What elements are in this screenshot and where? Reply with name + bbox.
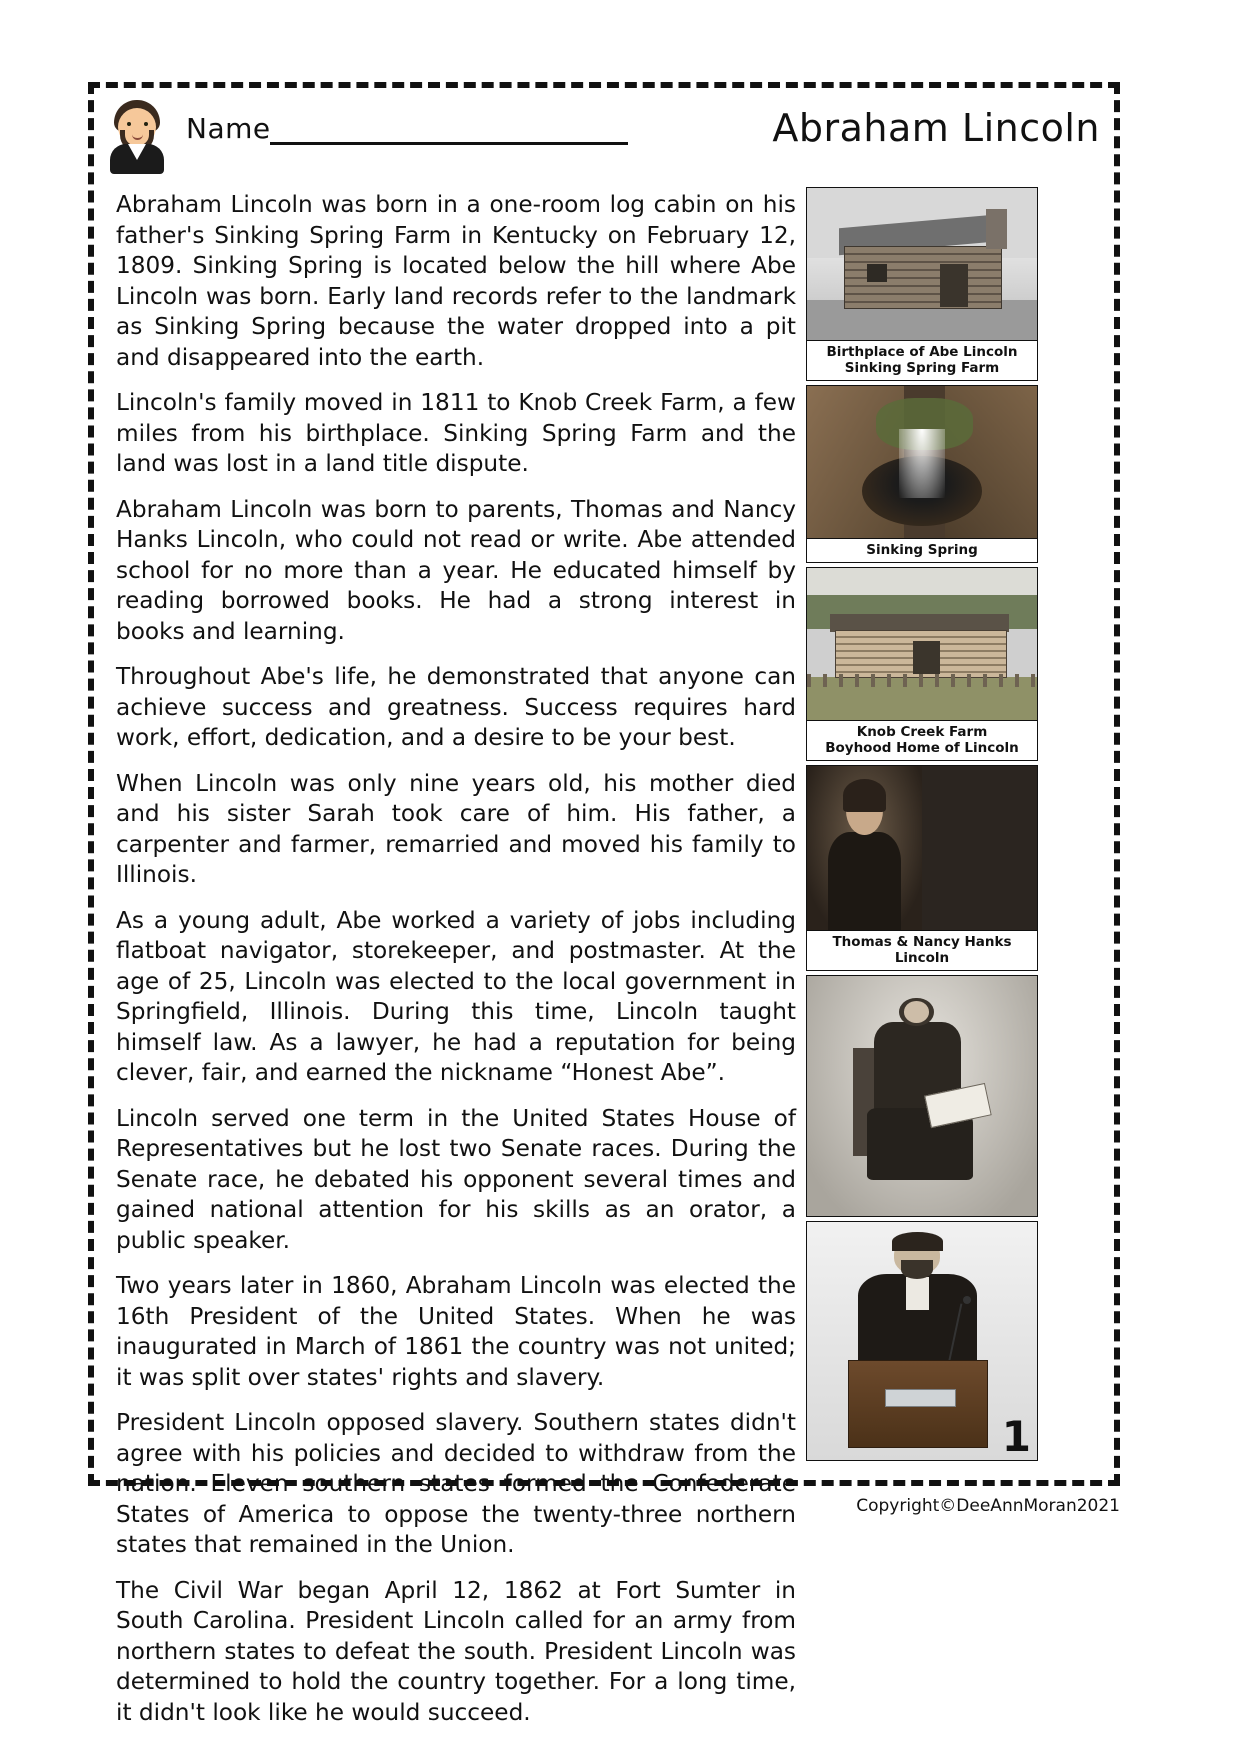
lincoln-avatar-icon <box>106 100 168 172</box>
figure-sinking-spring <box>806 385 1038 563</box>
figure-lincoln-podium <box>806 1221 1038 1461</box>
paragraph: Lincoln's family moved in 1811 to Knob Creek Farm, a few miles from his birthplace. Sinking Spring Farm and the land was lost in a land title dispute. <box>116 389 796 477</box>
figure-seated-lincoln <box>806 975 1038 1217</box>
paragraph: As a young adult, Abe worked a variety of jobs including flatboat navigator, storekeeper, and postmaster. At the age of 25, Lincoln was elected to the local government in Springfield, Illinois. During this time, Lincoln taught himself law. As a lawyer, he had a reputation for being clever, fair, and earned the nickname “Honest Abe”. <box>116 906 796 1086</box>
figure-parents <box>806 765 1038 971</box>
figure-caption: Birthplace of Abe Lincoln Sinking Spring Farm <box>807 340 1037 380</box>
figure-birthplace <box>806 187 1038 381</box>
paragraph: Abraham Lincoln was born in a one-room log cabin on his father's Sinking Spring Farm in Kentucky on February 12, 1809. Sinking Spring is located below the hill where Abe Lincoln was born. Early land records refer to the landmark as Sinking Spring because the water dropped into a pit and disappeared into the earth. <box>116 191 796 371</box>
knob-creek-cabin-photo <box>807 568 1037 720</box>
figure-knob-creek <box>806 567 1038 761</box>
page-number: 1 <box>1001 1412 1031 1460</box>
log-cabin-photo <box>807 188 1037 340</box>
parents-portrait-photo <box>807 766 1037 930</box>
page-title: Abraham Lincoln <box>772 106 1100 150</box>
paragraph: Lincoln served one term in the United States House of Representatives but he lost two Senate races. During the Senate race, he debated his opponent several times and gained national attention for his skills as an orator, a public speaker. <box>116 1104 796 1254</box>
figure-caption: Sinking Spring <box>807 538 1037 562</box>
paragraph: President Lincoln opposed slavery. Southern states didn't agree with his policies and decided to withdraw from the nation. Eleven southern states formed the Confederate States of America to oppose the twenty-three northern states that remained in the Union. <box>116 1409 796 1558</box>
copyright-notice: Copyright©DeeAnnMoran2021 <box>856 1496 1120 1516</box>
article-text-column <box>116 190 796 1728</box>
lincoln-at-podium-photo <box>807 1222 1037 1460</box>
paragraph: Throughout Abe's life, he demonstrated that anyone can achieve success and greatness. Success requires hard work, effort, dedication, and a desire to be your best. <box>116 663 796 751</box>
figure-column <box>806 187 1038 1465</box>
name-input-line[interactable] <box>270 142 628 145</box>
paragraph: Abraham Lincoln was born to parents, Thomas and Nancy Hanks Lincoln, who could not read or write. Abe attended school for no more than a year. He educated himself by reading borrowed books. He had a strong interest in books and learning. <box>116 495 796 645</box>
figure-caption: Thomas & Nancy Hanks Lincoln <box>807 930 1037 970</box>
figure-caption: Knob Creek Farm Boyhood Home of Lincoln <box>807 720 1037 760</box>
paragraph: Two years later in 1860, Abraham Lincoln was elected the 16th President of the United States. When he was inaugurated in March of 1861 the country was not united; it was split over states' rights and slavery. <box>116 1272 796 1391</box>
name-label: Name <box>186 112 271 145</box>
seated-lincoln-portrait-photo <box>807 976 1037 1216</box>
page-header <box>100 92 1110 184</box>
sinking-spring-photo <box>807 386 1037 538</box>
paragraph: When Lincoln was only nine years old, his mother died and his sister Sarah took care of him. His father, a carpenter and farmer, remarried and moved his family to Illinois. <box>116 769 796 888</box>
paragraph: The Civil War began April 12, 1862 at Fort Sumter in South Carolina. President Lincoln called for an army from northern states to defeat the south. President Lincoln was determined to hold the country together. For a long time, it didn't look like he would succeed. <box>116 1576 796 1726</box>
